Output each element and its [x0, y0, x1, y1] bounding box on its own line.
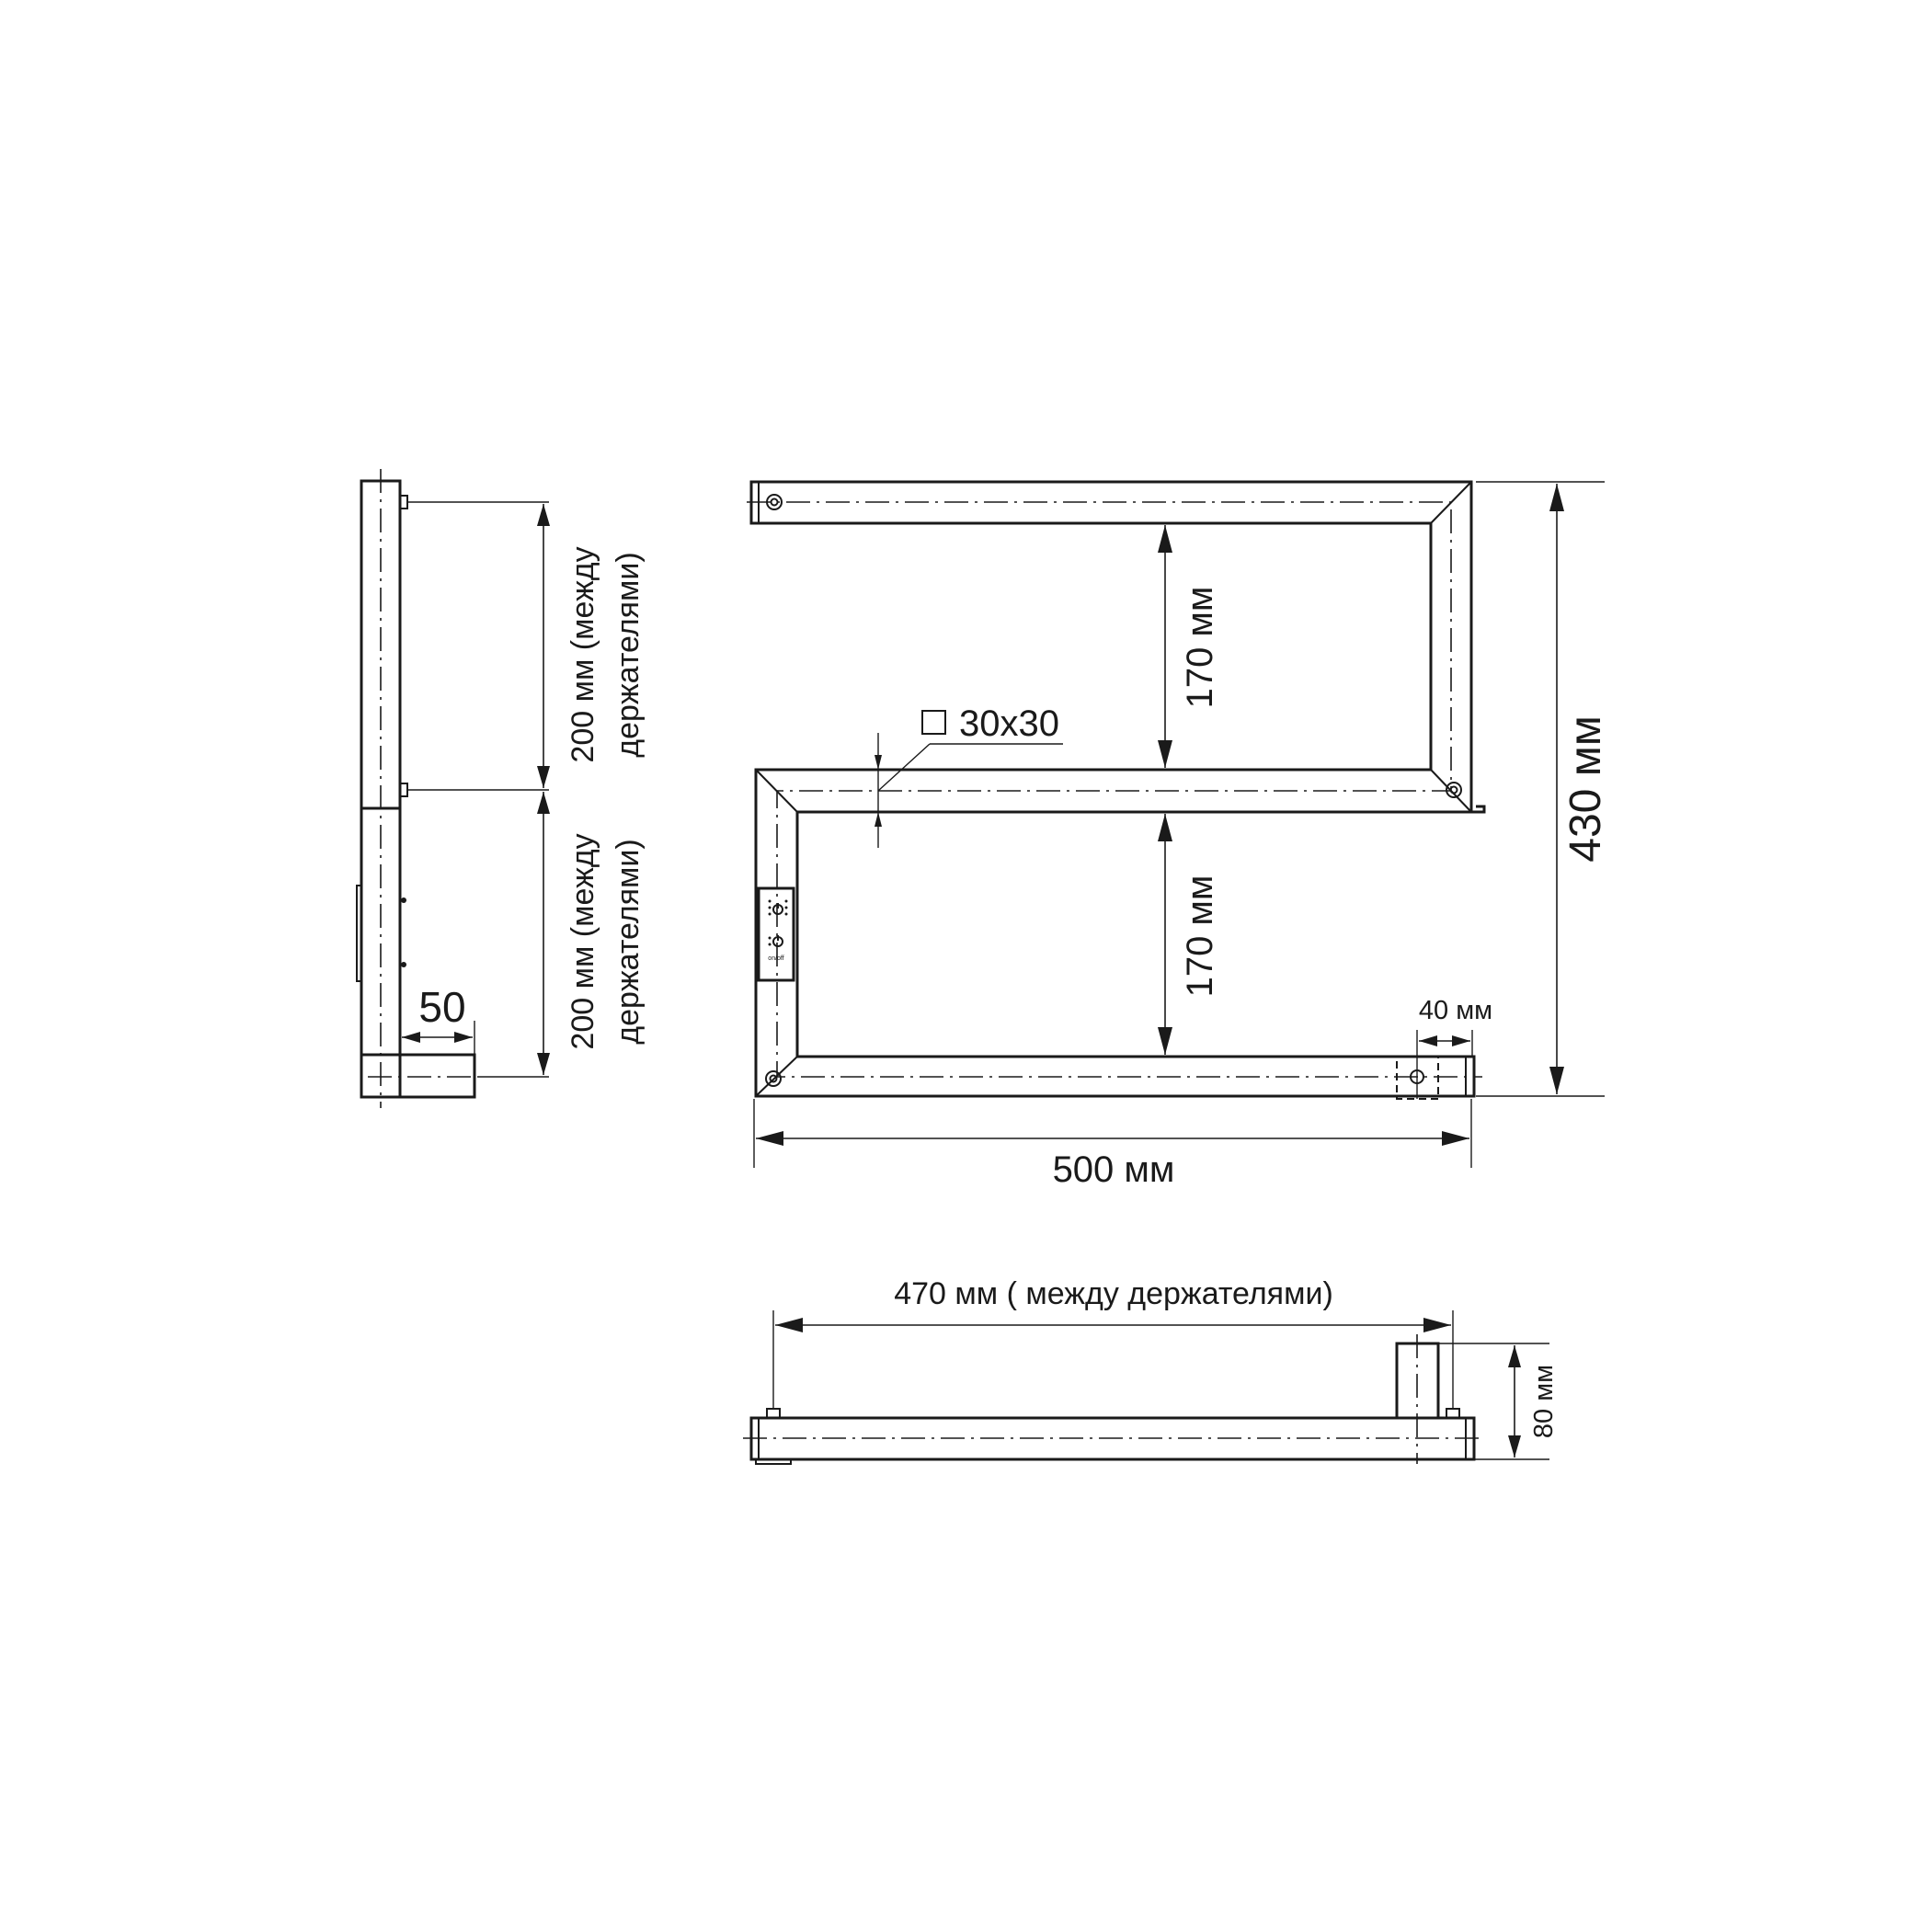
label-side-offset: 50	[418, 983, 466, 1031]
label-side-upper-2: держателями)	[611, 552, 646, 758]
label-side-upper-1: 200 мм (между	[566, 546, 600, 763]
centerline	[747, 502, 1482, 1077]
label-height: 430 мм	[1561, 715, 1610, 863]
label-spacing: 470 мм ( между держателями)	[894, 1276, 1333, 1311]
profile-leader	[878, 744, 930, 791]
label-profile: 30x30	[959, 703, 1059, 744]
mount-screw-mid	[1446, 783, 1461, 797]
switch-label: on/off	[768, 955, 784, 962]
power-icon	[773, 903, 783, 946]
label-side-lower-2: держателями)	[611, 839, 646, 1045]
square-section-icon	[922, 711, 945, 734]
label-depth: 80 мм	[1529, 1364, 1559, 1439]
label-side-lower-1: 200 мм (между	[566, 833, 600, 1050]
side-screw-1	[401, 897, 406, 903]
front-view	[747, 482, 1610, 1190]
side-view	[357, 469, 646, 1108]
label-gap-top: 170 мм	[1180, 586, 1220, 709]
label-gap-bottom: 170 мм	[1180, 875, 1220, 998]
side-screw-2	[401, 962, 406, 967]
rail-tube	[751, 482, 1474, 1096]
side-bracket	[400, 1055, 474, 1097]
rail-outline-outer	[751, 482, 1484, 812]
label-width: 500 мм	[1052, 1149, 1175, 1190]
switch-box	[759, 888, 794, 980]
side-switch	[357, 886, 361, 981]
top-view	[743, 1276, 1559, 1464]
label-mount: 40 мм	[1418, 996, 1493, 1025]
top-switch	[756, 1459, 791, 1464]
